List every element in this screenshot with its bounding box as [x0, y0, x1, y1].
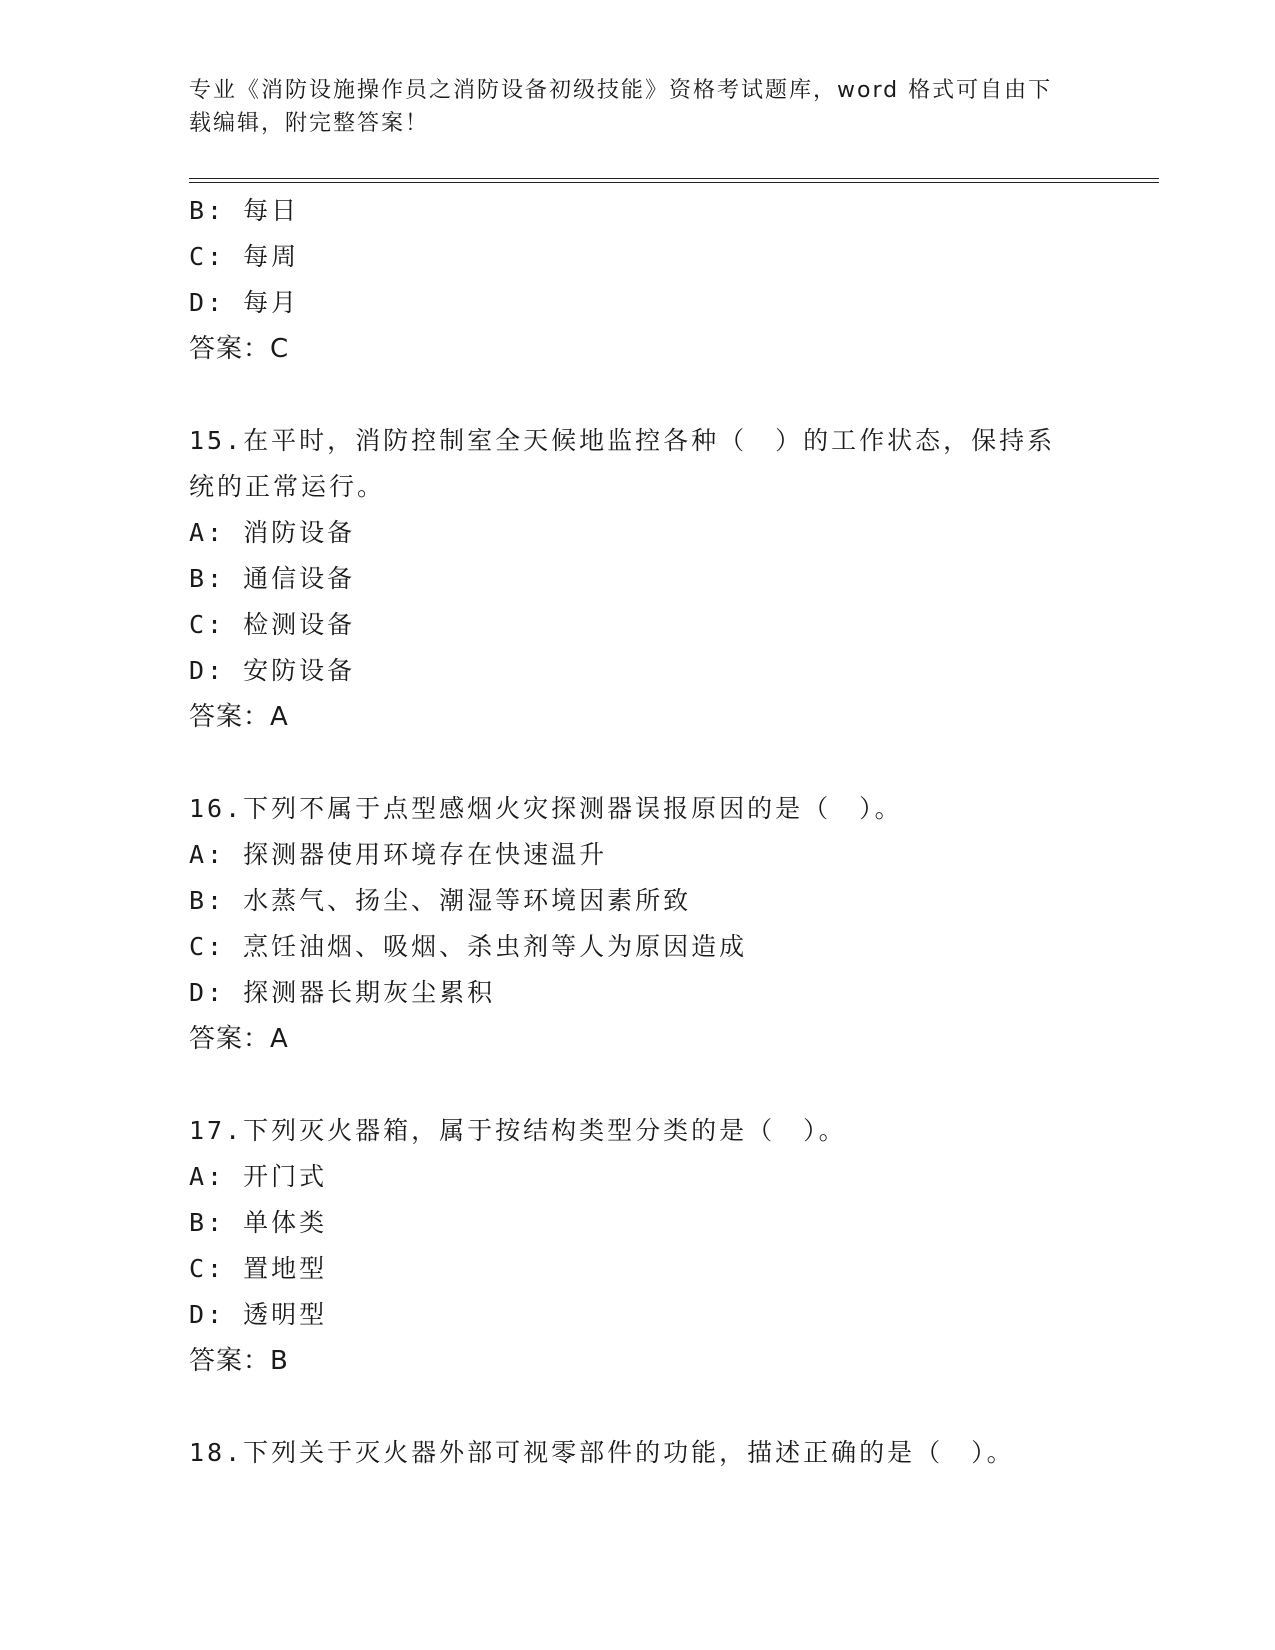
- answer-line: 答案：C: [189, 334, 290, 364]
- question-14-tail: [189, 188, 1149, 372]
- answer-line: 答案：A: [189, 702, 289, 732]
- option-d: D: 安防设备: [189, 656, 356, 685]
- option-c: C: 置地型: [189, 1254, 328, 1283]
- option-b: B: 水蒸气、扬尘、潮湿等环境因素所致: [189, 886, 692, 915]
- question-16: [189, 786, 1149, 1062]
- question-18: [189, 1430, 1149, 1476]
- option-b: B: 通信设备: [189, 564, 356, 593]
- question-title: 17.下列灭火器箱，属于按结构类型分类的是（ ）。: [189, 1116, 847, 1145]
- option-d: D: 探测器长期灰尘累积: [189, 978, 496, 1007]
- answer-line: 答案：A: [189, 1024, 289, 1054]
- option-a: A: 开门式: [189, 1162, 328, 1191]
- question-title-continued: 统的正常运行。: [189, 472, 386, 501]
- option-c: C: 每周: [189, 242, 300, 271]
- option-b: B: 每日: [189, 196, 300, 225]
- page-header: [189, 74, 1089, 140]
- option-c: C: 检测设备: [189, 610, 356, 639]
- option-b: B: 单体类: [189, 1208, 328, 1237]
- header-line-2: 载编辑，附完整答案！: [189, 111, 430, 136]
- question-15: [189, 418, 1149, 740]
- question-title: 18.下列关于灭火器外部可视零部件的功能，描述正确的是（ ）。: [189, 1438, 1015, 1467]
- question-17: [189, 1108, 1149, 1384]
- option-d: D: 透明型: [189, 1300, 328, 1329]
- answer-line: 答案：B: [189, 1346, 289, 1376]
- option-a: A: 消防设备: [189, 518, 356, 547]
- question-title: 15.在平时，消防控制室全天候地监控各种（ ）的工作状态，保持系: [189, 426, 1056, 455]
- option-a: A: 探测器使用环境存在快速温升: [189, 840, 608, 869]
- header-line-1: 专业《消防设施操作员之消防设备初级技能》资格考试题库，word 格式可自由下: [189, 78, 1053, 103]
- question-list: [189, 188, 1149, 1476]
- question-title: 16.下列不属于点型感烟火灾探测器误报原因的是（ ）。: [189, 794, 903, 823]
- header-divider: [189, 178, 1159, 183]
- option-d: D: 每月: [189, 288, 300, 317]
- option-c: C: 烹饪油烟、吸烟、杀虫剂等人为原因造成: [189, 932, 748, 961]
